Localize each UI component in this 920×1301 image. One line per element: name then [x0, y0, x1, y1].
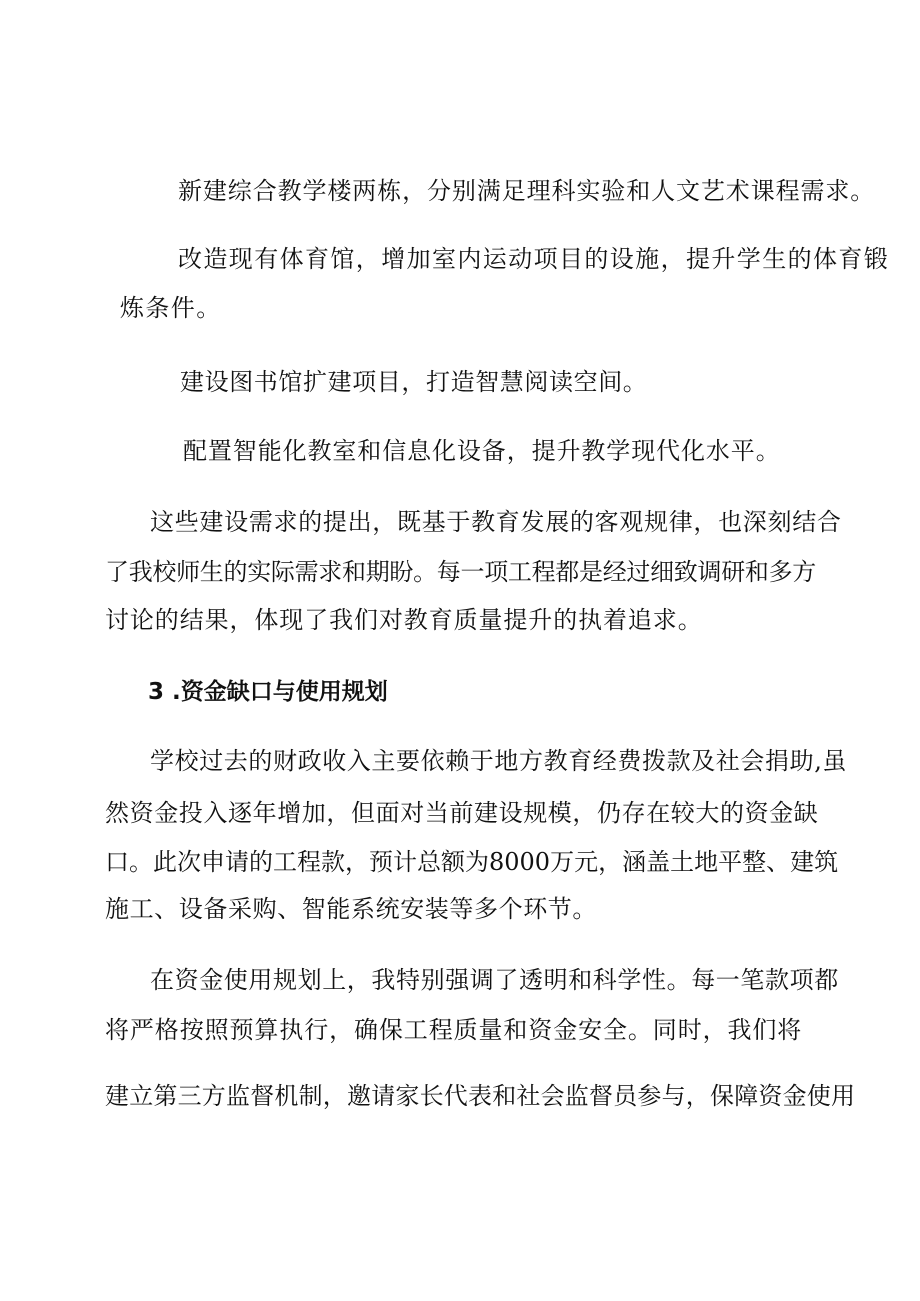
para3-line-2: 将严格按照预算执行，确保工程质量和资金安全。同时，我们将: [105, 1016, 803, 1044]
para2-line-1: 学校过去的财政收入主要依赖于地方教育经费拨款及社会捐助,虽: [150, 747, 848, 775]
para3-line-1: 在资金使用规划上，我特别强调了透明和科学性。每一笔款项都: [150, 966, 839, 994]
item-line-4: 建设图书馆扩建项目，打造智慧阅读空间。: [180, 368, 648, 396]
item-line-1: 新建综合教学楼两栋，分别满足理科实验和人文艺术课程需求。: [178, 177, 876, 205]
para1-line-2: 了我校师生的实际需求和期盼。每一项工程都是经过细致调研和多方: [105, 558, 816, 586]
para1-line-1: 这些建设需求的提出，既基于教育发展的客观规律，也深刻结合: [150, 508, 842, 536]
para2-line-3: 口。此次申请的工程款，预计总额为8000万元，涵盖土地平整、建筑: [105, 848, 839, 876]
para1-line-3: 讨论的结果，体现了我们对教育质量提升的执着追求。: [105, 606, 703, 634]
item-line-2: 改造现有体育馆，增加室内运动项目的设施，提升学生的体育锻: [178, 245, 890, 273]
item-line-5: 配置智能化教室和信息化设备，提升教学现代化水平。: [183, 437, 781, 465]
para2-line-2: 然资金投入逐年增加，但面对当前建设规模，仍存在较大的资金缺: [105, 799, 819, 827]
item-line-3: 炼条件。: [120, 294, 222, 322]
section-heading: 3 .资金缺口与使用规划: [148, 679, 388, 705]
para3-line-3: 建立第三方监督机制，邀请家长代表和社会监督员参与，保障资金使用: [105, 1082, 856, 1110]
para2-line-4: 施工、设备采购、智能系统安装等多个环节。: [105, 895, 597, 923]
